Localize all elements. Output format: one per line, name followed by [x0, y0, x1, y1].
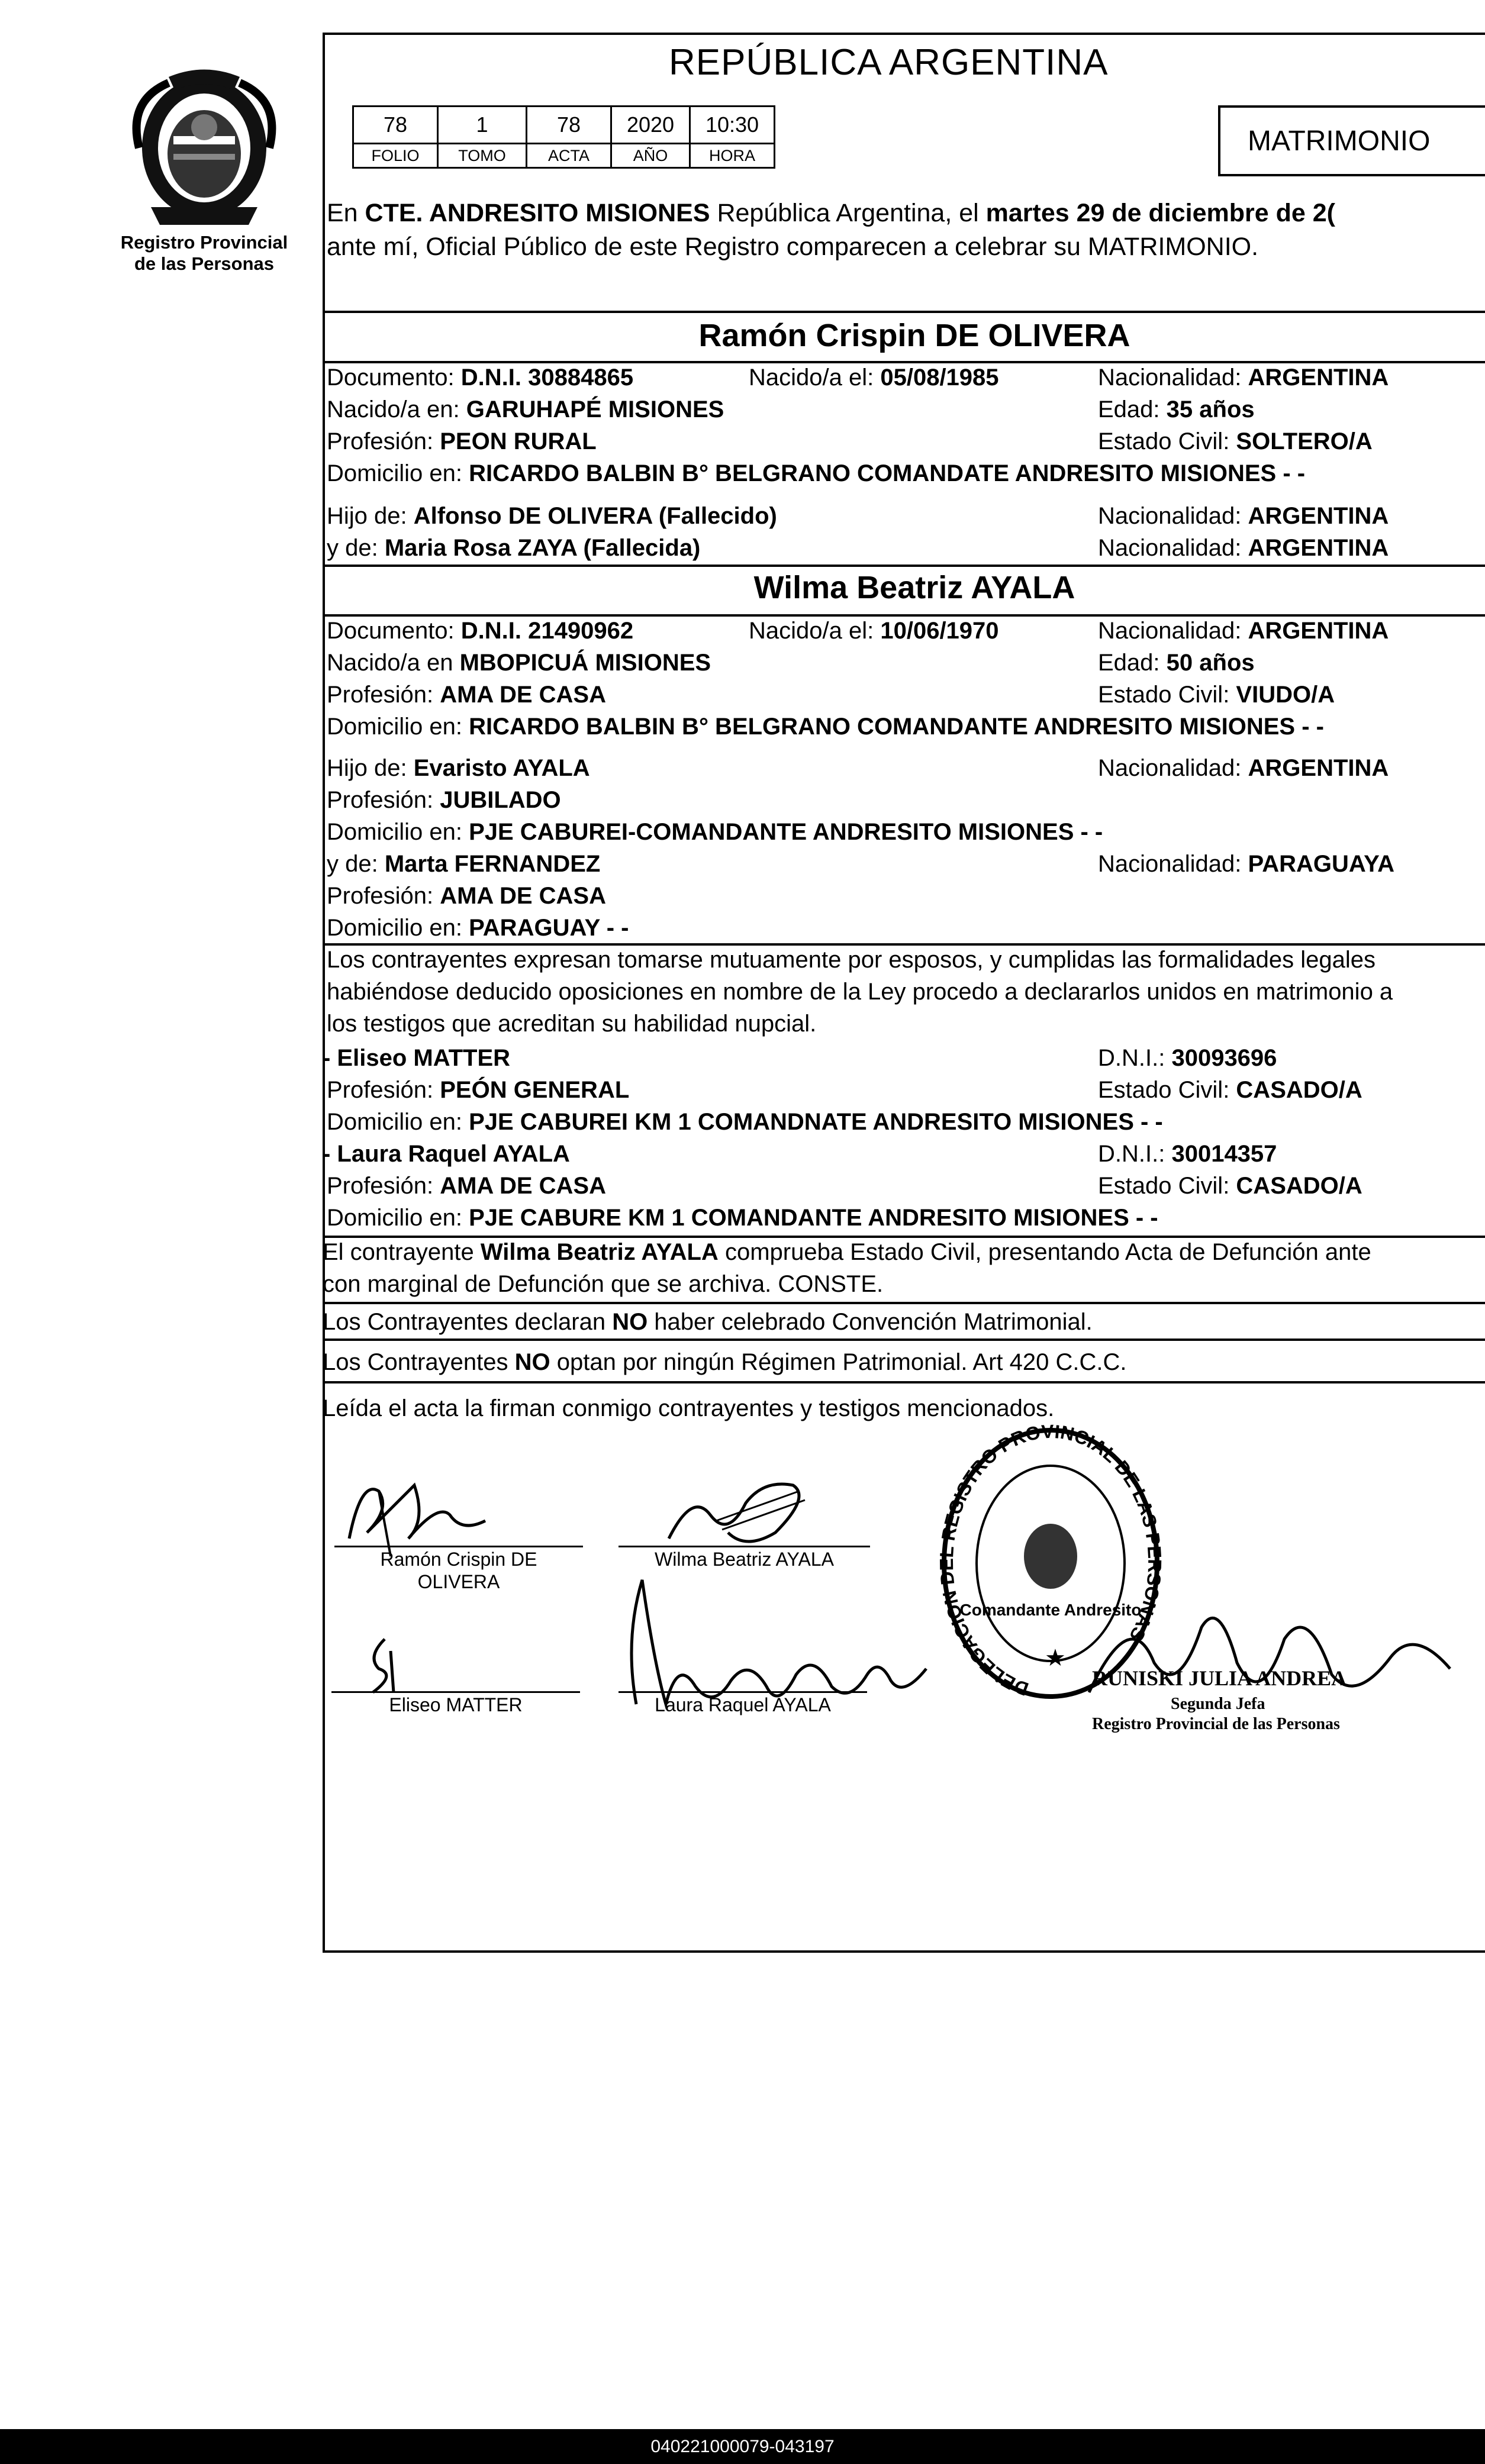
spouse2-father-nationality — [1098, 754, 1389, 782]
witness1-name: - Eliseo MATTER — [323, 1045, 511, 1071]
declaration-line2: habiéndose deducido oposiciones en nombre de la Ley procedo a declararlos unidos en matrimonio a — [327, 979, 1393, 1005]
field-value: Maria Rosa ZAYA (Fallecida) — [384, 535, 701, 561]
field-label: Estado Civil: — [1098, 1173, 1236, 1199]
spouse1-father — [327, 502, 777, 530]
field-label: y de: — [327, 851, 385, 877]
witness2-civil-status — [1098, 1172, 1362, 1200]
field-value: PJE CABUREI-COMANDANTE ANDRESITO MISIONES - - — [469, 819, 1103, 845]
field-label: Profesión: — [327, 682, 440, 708]
spouse2-mother-nationality — [1098, 850, 1394, 878]
divider — [323, 311, 1485, 313]
caption-text: Ramón Crispin DE — [380, 1549, 537, 1570]
field-value: VIUDO/A — [1236, 682, 1335, 708]
declaration-line1: Los contrayentes expresan tomarse mutuamente por esposos, y cumplidas las formalidades legales — [327, 947, 1376, 973]
field-value: 35 años — [1166, 396, 1255, 423]
note-text: El contrayente — [323, 1239, 481, 1265]
field-label: Nacido/a el: — [749, 618, 881, 644]
spouse1-profession — [327, 427, 597, 456]
field-value: Evaristo AYALA — [413, 755, 590, 781]
field-value: PEON RURAL — [440, 428, 597, 454]
witness2-dni — [1098, 1140, 1277, 1168]
field-label: Estado Civil: — [1098, 682, 1236, 708]
coat-of-arms-icon — [115, 65, 293, 237]
intro-place: CTE. ANDRESITO MISIONES — [365, 199, 710, 227]
tomo-value: 1 — [438, 107, 527, 144]
signature-official — [1083, 1592, 1462, 1710]
spouse1-documento — [327, 363, 633, 392]
field-value: 05/08/1985 — [880, 365, 999, 391]
misiones-coat-of-arms-logo — [115, 65, 293, 237]
field-label: Domicilio en: — [327, 915, 469, 941]
official-office: Registro Provincial de las Personas — [1092, 1715, 1340, 1733]
divider — [323, 1302, 1485, 1304]
note-text: comprueba Estado Civil, presentando Acta de Defunción ante — [718, 1239, 1371, 1265]
spouse2-mother-address — [327, 914, 629, 942]
registry-label — [89, 232, 320, 275]
field-value: AMA DE CASA — [440, 682, 606, 708]
field-label: Hijo de: — [327, 755, 414, 781]
field-value: Alfonso DE OLIVERA (Fallecido) — [413, 503, 777, 529]
field-value: GARUHAPÉ MISIONES — [466, 396, 724, 423]
field-value: D.N.I. 21490962 — [460, 618, 634, 644]
spouse1-nationality — [1098, 363, 1389, 392]
spouse2-birthdate — [749, 617, 999, 645]
field-label: Domicilio en: — [327, 460, 469, 486]
spouse2-profession — [327, 680, 606, 709]
divider — [323, 565, 1485, 567]
caption-text: OLIVERA — [417, 1571, 500, 1592]
field-label: Estado Civil: — [1098, 1077, 1236, 1103]
note-text: haber celebrado Convención Matrimonial. — [648, 1309, 1093, 1335]
field-label: Nacido/a en — [327, 650, 460, 676]
witness1-address — [327, 1108, 1163, 1136]
field-value: PARAGUAY - - — [469, 915, 629, 941]
document-code-footer: 040221000079-043197 — [0, 2429, 1485, 2464]
field-label: Hijo de: — [327, 503, 414, 529]
field-label: Nacionalidad: — [1098, 755, 1248, 781]
field-value: ARGENTINA — [1248, 618, 1389, 644]
field-value: ARGENTINA — [1248, 755, 1389, 781]
spouse1-name: Ramón Crispin DE OLIVERA — [698, 318, 1130, 353]
spouse1-civil-status — [1098, 427, 1373, 456]
spouse2-mother — [327, 850, 600, 878]
page-title: REPÚBLICA ARGENTINA — [669, 42, 1109, 83]
note-emphasis: NO — [612, 1309, 648, 1335]
field-value: MBOPICUÁ MISIONES — [459, 650, 711, 676]
signature-caption-eliseo: Eliseo MATTER — [389, 1694, 523, 1715]
spouse1-mother-nationality — [1098, 534, 1389, 562]
field-label: Profesión: — [327, 1173, 440, 1199]
intro-text: República Argentina, el — [710, 199, 986, 227]
signature-line — [619, 1546, 870, 1547]
field-label: D.N.I.: — [1098, 1045, 1172, 1071]
field-value: AMA DE CASA — [440, 1173, 606, 1199]
spouse2-mother-profession — [327, 882, 606, 910]
field-label: Nacionalidad: — [1098, 365, 1248, 391]
field-value: 30014357 — [1171, 1141, 1277, 1167]
field-value: 30093696 — [1171, 1045, 1277, 1071]
stamp-ring-text: DELEGACION DEL REGISTRO PROVINCIAL DE LAS PERSONAS — [935, 1420, 1166, 1700]
field-label: Edad: — [1098, 650, 1167, 676]
folio-value: 78 — [353, 107, 438, 144]
official-name: RUNISKI JULIA ANDREA — [1092, 1666, 1347, 1690]
registry-label-line2: de las Personas — [134, 253, 275, 274]
read-note: Leída el acta la firman conmigo contrayentes y testigos mencionados. — [323, 1395, 1055, 1421]
field-label: Documento: — [327, 618, 461, 644]
field-value: SOLTERO/A — [1236, 428, 1373, 454]
field-label: Profesión: — [327, 883, 440, 909]
field-label: Nacido/a en: — [327, 396, 466, 423]
official-role: Segunda Jefa — [1171, 1695, 1265, 1713]
spouse1-birthplace — [327, 395, 724, 424]
field-value: ARGENTINA — [1248, 365, 1389, 391]
witness2-address — [327, 1204, 1158, 1232]
civil-status-note-line2: con marginal de Defunción que se archiva. CONSTE. — [323, 1271, 884, 1297]
regime-note — [323, 1348, 1127, 1376]
record-metadata-table — [352, 105, 775, 169]
spouse1-mother — [327, 534, 700, 562]
intro-line2: ante mí, Oficial Público de este Registro comparecen a celebrar su MATRIMONIO. — [327, 233, 1259, 261]
field-value: CASADO/A — [1236, 1173, 1362, 1199]
spouse2-nationality — [1098, 617, 1389, 645]
field-label: Nacionalidad: — [1098, 503, 1248, 529]
convention-note — [323, 1308, 1093, 1336]
spouse1-address — [327, 459, 1305, 488]
field-label: Nacionalidad: — [1098, 618, 1248, 644]
intro-date: martes 29 de diciembre de 2( — [985, 199, 1335, 227]
field-label: y de: — [327, 535, 385, 561]
field-value: RICARDO BALBIN B° BELGRANO COMANDANTE ANDRESITO MISIONES - - — [469, 714, 1324, 740]
field-value: CASADO/A — [1236, 1077, 1362, 1103]
field-value: AMA DE CASA — [440, 883, 606, 909]
field-label: Profesión: — [327, 428, 440, 454]
field-value: RICARDO BALBIN B° BELGRANO COMANDATE ANDRESITO MISIONES - - — [469, 460, 1306, 486]
signature-line — [619, 1691, 867, 1693]
divider — [323, 1381, 1485, 1383]
hora-label: HORA — [690, 144, 775, 168]
field-value: JUBILADO — [440, 787, 561, 813]
field-value: PARAGUAYA — [1248, 851, 1394, 877]
spouse2-documento — [327, 617, 633, 645]
note-text: optan por ningún Régimen Patrimonial. Art 420 C.C.C. — [550, 1349, 1127, 1375]
signature-wilma — [657, 1473, 823, 1556]
field-label: Edad: — [1098, 396, 1167, 423]
witness1-civil-status — [1098, 1076, 1362, 1104]
spouse1-age — [1098, 395, 1255, 424]
ano-label: AÑO — [611, 144, 690, 168]
field-value: PJE CABURE KM 1 COMANDANTE ANDRESITO MISIONES - - — [469, 1205, 1158, 1231]
signature-caption-wilma: Wilma Beatriz AYALA — [655, 1549, 834, 1570]
spouse2-father-address — [327, 818, 1103, 846]
field-value: PEÓN GENERAL — [440, 1077, 630, 1103]
signature-line — [331, 1691, 580, 1693]
registry-label-line1: Registro Provincial — [120, 232, 288, 253]
civil-status-note-line1 — [323, 1238, 1371, 1266]
record-type-box — [1218, 105, 1485, 176]
signature-line — [334, 1546, 583, 1547]
field-label: Nacionalidad: — [1098, 535, 1248, 561]
field-value: D.N.I. 30884865 — [460, 365, 634, 391]
spouse2-name: Wilma Beatriz AYALA — [753, 570, 1075, 605]
stamp-inner-text: Comandante Andresito — [959, 1601, 1142, 1619]
field-label: Estado Civil: — [1098, 428, 1236, 454]
witness1-profession — [327, 1076, 629, 1104]
spouse2-birthplace — [327, 649, 711, 677]
witness2-profession — [327, 1172, 606, 1200]
spouse1-birthdate — [749, 363, 999, 392]
field-value: ARGENTINA — [1248, 535, 1389, 561]
folio-label: FOLIO — [353, 144, 438, 168]
field-value: ARGENTINA — [1248, 503, 1389, 529]
witness1-dni — [1098, 1044, 1277, 1072]
intro-line1 — [327, 199, 1335, 227]
declaration-line3: los testigos que acreditan su habilidad nupcial. — [327, 1011, 817, 1037]
field-value: PJE CABUREI KM 1 COMANDNATE ANDRESITO MISIONES - - — [469, 1109, 1163, 1135]
field-label: Nacionalidad: — [1098, 851, 1248, 877]
field-value: Marta FERNANDEZ — [384, 851, 601, 877]
spouse2-civil-status — [1098, 680, 1335, 709]
note-name: Wilma Beatriz AYALA — [480, 1239, 719, 1265]
note-emphasis: NO — [514, 1349, 550, 1375]
spouse2-father-profession — [327, 786, 561, 814]
field-label: Documento: — [327, 365, 461, 391]
record-type: MATRIMONIO — [1248, 125, 1431, 157]
signature-caption-laura: Laura Raquel AYALA — [655, 1694, 831, 1715]
field-label: Domicilio en: — [327, 1205, 469, 1231]
spouse2-address — [327, 712, 1324, 741]
tomo-label: TOMO — [438, 144, 527, 168]
field-label: D.N.I.: — [1098, 1141, 1172, 1167]
field-label: Domicilio en: — [327, 819, 469, 845]
star-icon: ★ — [1045, 1644, 1066, 1672]
divider — [323, 1339, 1485, 1341]
witness2-name: - Laura Raquel AYALA — [323, 1141, 570, 1167]
field-label: Domicilio en: — [327, 1109, 469, 1135]
hora-value: 10:30 — [690, 107, 775, 144]
signature-caption-ramon — [334, 1548, 583, 1593]
ano-value: 2020 — [611, 107, 690, 144]
field-label: Profesión: — [327, 1077, 440, 1103]
field-label: Profesión: — [327, 787, 440, 813]
acta-label: ACTA — [527, 144, 611, 168]
signature-eliseo — [361, 1633, 408, 1698]
field-value: 50 años — [1166, 650, 1255, 676]
field-label: Domicilio en: — [327, 714, 469, 740]
field-label: Nacido/a el: — [749, 365, 881, 391]
intro-text: En — [327, 199, 365, 227]
spouse2-father — [327, 754, 590, 782]
acta-value: 78 — [527, 107, 611, 144]
spouse1-father-nationality — [1098, 502, 1389, 530]
note-text: Los Contrayentes — [323, 1349, 515, 1375]
field-value: 10/06/1970 — [880, 618, 999, 644]
note-text: Los Contrayentes declaran — [323, 1309, 613, 1335]
spouse2-age — [1098, 649, 1255, 677]
